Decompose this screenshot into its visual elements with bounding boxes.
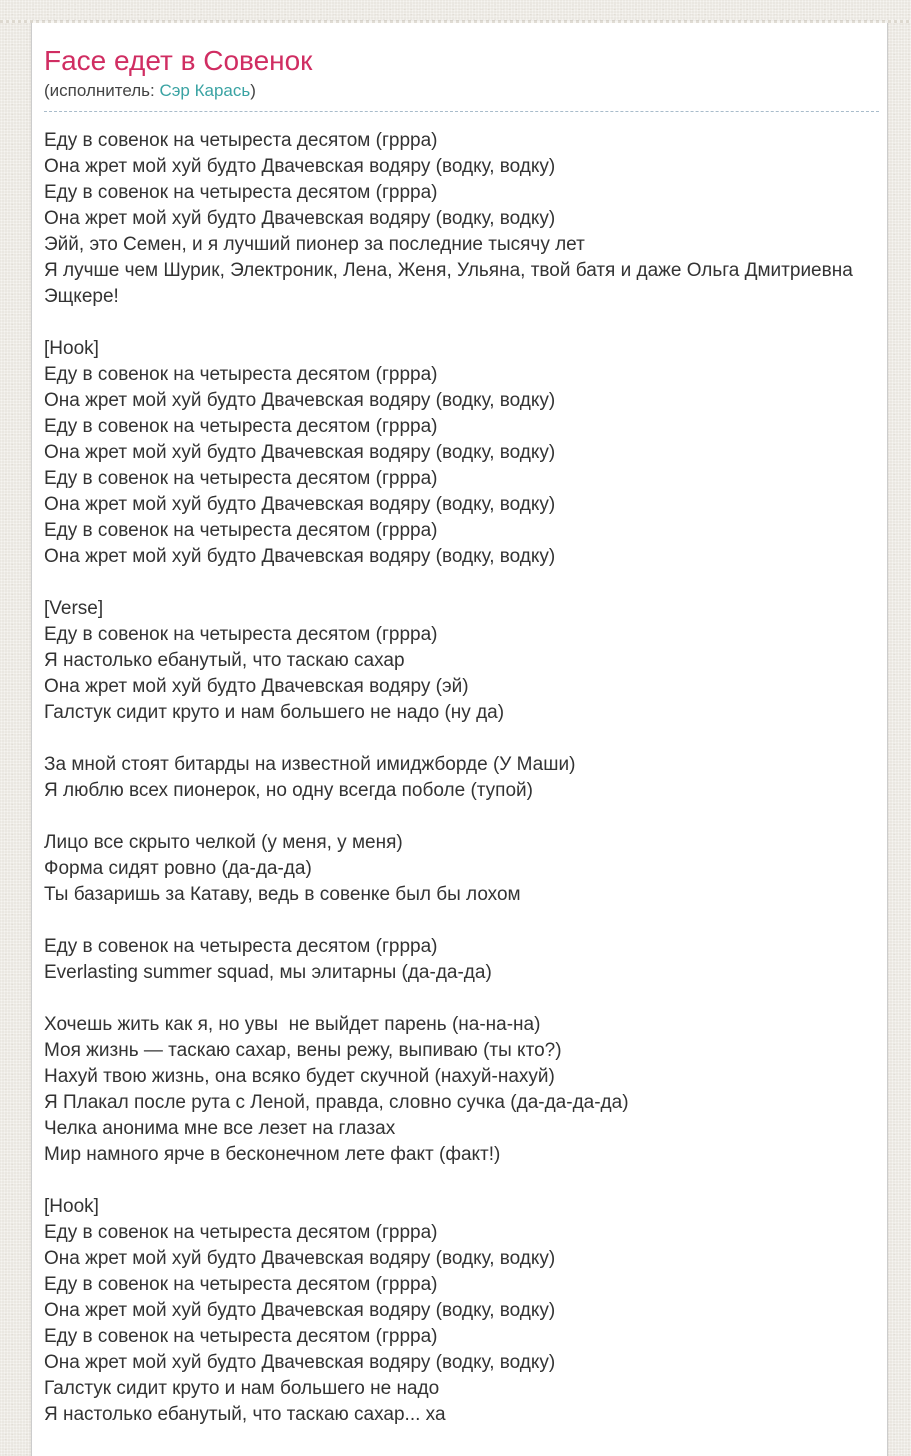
lyric-line: Она жрет мой хуй будто Двачевская водяру (водку, водку) — [44, 546, 556, 567]
lyric-line: Я настолько ебанутый, что таскаю сахар... ха — [44, 1404, 446, 1425]
lyric-line: Она жрет мой хуй будто Двачевская водяру (водку, водку) — [44, 442, 556, 463]
lyric-line: Ты базаришь за Катаву, ведь в совенке был бы лохом — [44, 884, 521, 905]
artist-link[interactable]: Сэр Карась — [159, 81, 251, 100]
lyric-line: Я лучше чем Шурик, Электроник, Лена, Женя, Ульяна, твой батя и даже Ольга Дмитриевна — [44, 260, 853, 281]
lyric-line: Она жрет мой хуй будто Двачевская водяру (эй) — [44, 676, 469, 697]
lyric-line: Форма сидят ровно (да-да-да) — [44, 858, 312, 879]
lyric-line: Еду в совенок на четыреста десятом (гррра) — [44, 130, 438, 151]
lyric-line: Она жрет мой хуй будто Двачевская водяру (водку, водку) — [44, 1300, 556, 1321]
lyric-line: Галстук сидит круто и нам большего не надо — [44, 1378, 440, 1399]
stanza — [44, 336, 879, 570]
lyric-line: Everlasting summer squad, мы элитарны (да-да-да) — [44, 962, 492, 983]
artist-line — [44, 80, 879, 112]
lyric-line: Еду в совенок на четыреста десятом (гррра) — [44, 468, 438, 489]
artist-suffix-label: ) — [250, 81, 256, 100]
lyric-line: Еду в совенок на четыреста десятом (гррра) — [44, 364, 438, 385]
lyric-line: Еду в совенок на четыреста десятом (гррра) — [44, 936, 438, 957]
stanza — [44, 830, 879, 908]
lyric-line: Нахуй твою жизнь, она всяко будет скучной (нахуй-нахуй) — [44, 1066, 555, 1087]
stanza — [44, 1012, 879, 1168]
lyric-line: Еду в совенок на четыреста десятом (гррра) — [44, 624, 438, 645]
artist-prefix-label: (исполнитель: — [44, 81, 160, 100]
lyrics — [44, 128, 879, 1428]
lyrics-card — [31, 20, 888, 1456]
stanza — [44, 128, 879, 310]
lyric-line: Она жрет мой хуй будто Двачевская водяру (водку, водку) — [44, 494, 556, 515]
stanza — [44, 752, 879, 804]
lyric-line: Она жрет мой хуй будто Двачевская водяру (водку, водку) — [44, 156, 556, 177]
lyric-line: Она жрет мой хуй будто Двачевская водяру (водку, водку) — [44, 1352, 556, 1373]
page-top-texture-edge — [0, 20, 911, 23]
lyric-line: [Hook] — [44, 338, 99, 359]
stanza — [44, 596, 879, 726]
lyric-line: [Hook] — [44, 1196, 99, 1217]
lyric-line: Она жрет мой хуй будто Двачевская водяру (водку, водку) — [44, 390, 556, 411]
lyric-line: Я Плакал после рута с Леной, правда, словно сучка (да-да-да-да) — [44, 1092, 629, 1113]
lyric-line: За мной стоят битарды на известной имиджборде (У Маши) — [44, 754, 576, 775]
lyric-line: Еду в совенок на четыреста десятом (гррра) — [44, 1274, 438, 1295]
lyric-line: Эйй, это Семен, и я лучший пионер за последние тысячу лет — [44, 234, 585, 255]
page-title: Face едет в Совенок — [44, 45, 313, 76]
stanza — [44, 1194, 879, 1428]
lyric-line: Челка анонима мне все лезет на глазах — [44, 1118, 396, 1139]
stanza — [44, 934, 879, 986]
lyric-line: Мир намного ярче в бесконечном лете факт (факт!) — [44, 1144, 501, 1165]
lyric-line: Она жрет мой хуй будто Двачевская водяру (водку, водку) — [44, 208, 556, 229]
lyric-line: Она жрет мой хуй будто Двачевская водяру (водку, водку) — [44, 1248, 556, 1269]
lyric-line: Еду в совенок на четыреста десятом (гррра) — [44, 1222, 438, 1243]
lyric-line: Галстук сидит круто и нам большего не надо (ну да) — [44, 702, 505, 723]
lyric-line: Эщкере! — [44, 286, 119, 307]
lyric-line: Еду в совенок на четыреста десятом (гррра) — [44, 182, 438, 203]
lyric-line: Я настолько ебанутый, что таскаю сахар — [44, 650, 405, 671]
lyric-line: Лицо все скрыто челкой (у меня, у меня) — [44, 832, 403, 853]
lyric-line: Я люблю всех пионерок, но одну всегда поболе (тупой) — [44, 780, 533, 801]
lyric-line: Хочешь жить как я, но увы не выйдет парень (на-на-на) — [44, 1014, 541, 1035]
lyric-line: Еду в совенок на четыреста десятом (гррра) — [44, 416, 438, 437]
lyric-line: Моя жизнь — таскаю сахар, вены режу, выпиваю (ты кто?) — [44, 1040, 562, 1061]
lyric-line: Еду в совенок на четыреста десятом (гррра) — [44, 520, 438, 541]
lyric-line: [Verse] — [44, 598, 104, 619]
lyric-line: Еду в совенок на четыреста десятом (гррра) — [44, 1326, 438, 1347]
